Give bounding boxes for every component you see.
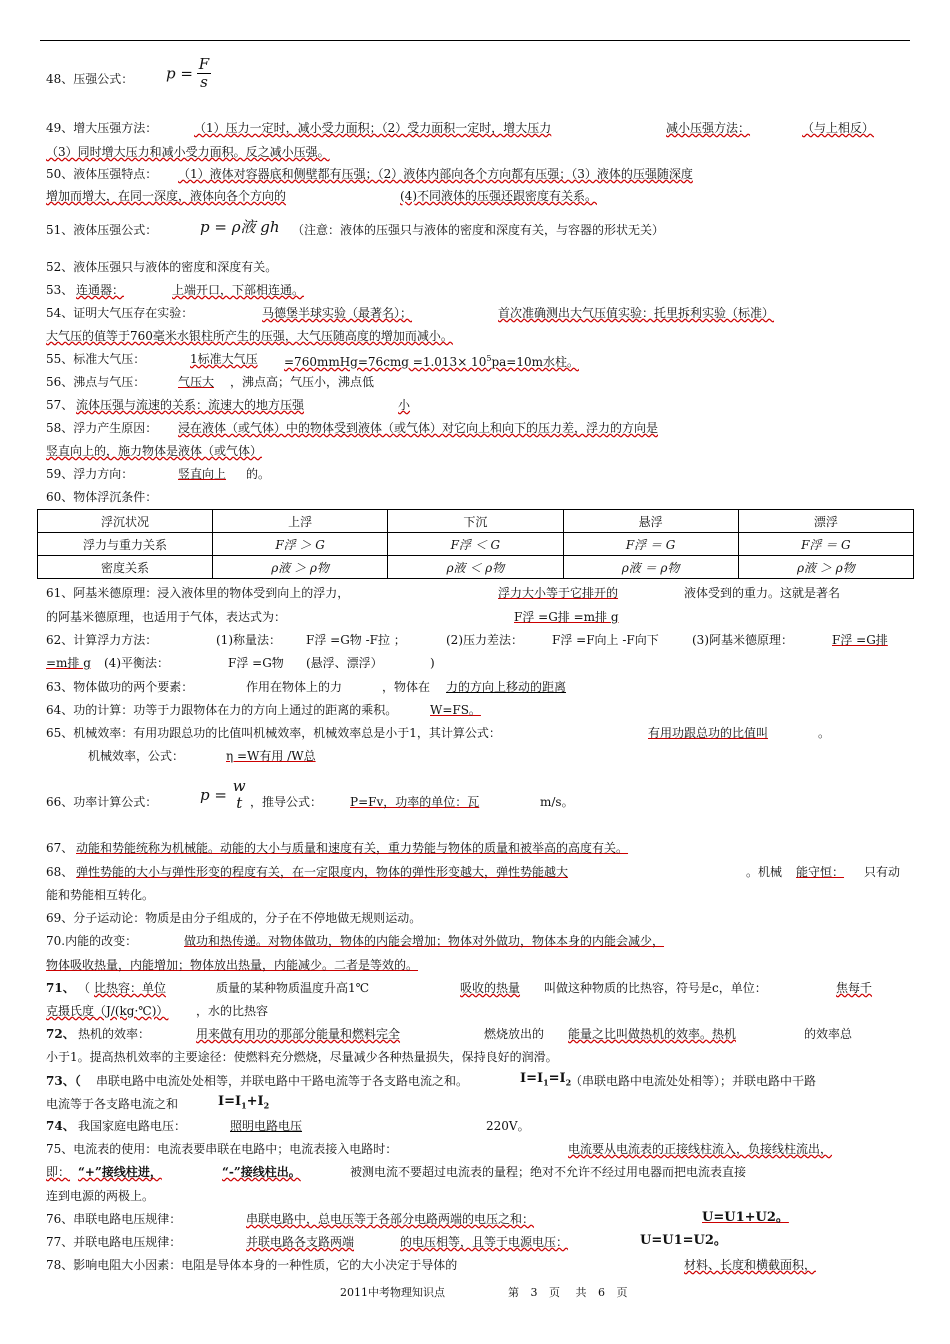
text: 6: [598, 1286, 605, 1299]
text: W=FS。: [430, 703, 481, 717]
text: (4)不同液体的压强还跟密度有关系。: [400, 189, 597, 203]
table-cell: F浮 ＝ G: [738, 533, 913, 556]
text: 浮力大小等于它排开的: [498, 586, 619, 600]
line-48: [46, 71, 133, 87]
line-63: 63、物体做功的两个要素：: [46, 680, 194, 694]
text: 我国家庭电路电压：: [78, 1119, 187, 1133]
text: 克摄氏度（J/(kg·℃)）: [46, 1004, 169, 1018]
text: 竖直向上的，施力物体是液体（或气体）: [46, 444, 263, 458]
text: 增加而增大，在同一深度，液体向各个方向的: [46, 189, 287, 203]
table-header: 浮沉状况: [38, 510, 213, 533]
line-68: 68、: [46, 865, 74, 879]
atm-value: [284, 351, 579, 370]
table-cell: ρ液 ＞ ρ物: [738, 556, 913, 579]
text-method-decrease: 减小压强方法：: [666, 121, 751, 135]
text: （: [78, 981, 91, 995]
text: 49、增大压强方法：: [46, 121, 158, 135]
text: 浸在液体（或气体）中的物体受到液体（或气体）对它向上和向下的压力差，浮力的方向是: [178, 421, 659, 435]
text: =760mmHg=76cmg =1.013× 10: [284, 355, 487, 369]
text: 连通器：: [76, 283, 125, 297]
line-78: 78、影响电阻大小因素：电阻是导体本身的一种性质，它的大小决定于导体的: [46, 1258, 458, 1272]
text: 电流要从电流表的正接线柱流入，负接线柱流出，: [568, 1142, 833, 1156]
text: =I: [548, 1071, 566, 1086]
text: ，物体在: [382, 680, 431, 694]
line-67: 67、: [46, 841, 74, 855]
text: 第: [508, 1286, 519, 1299]
table-cell: F浮 ＜ G: [388, 533, 563, 556]
line-72: 72、: [46, 1027, 75, 1041]
text: m/s。: [540, 795, 574, 809]
table-cell: ρ液 ＜ ρ物: [388, 556, 563, 579]
line-52: 52、液体压强只与液体的密度和深度有关。: [46, 260, 278, 274]
text: 上端开口，下部相连通。: [172, 283, 305, 297]
text: 气压大: [178, 375, 215, 389]
text: 首次准确测出大气压值实验：托里拆利实验（标准）: [498, 306, 775, 320]
text: 的。: [246, 467, 271, 481]
text: ): [430, 656, 435, 670]
text: I=I: [218, 1094, 242, 1109]
line-77: 77、并联电路电压规律：: [46, 1235, 182, 1249]
line-62: 62、计算浮力方法：: [46, 633, 158, 647]
text: 材料、长度和横截面积，: [684, 1258, 817, 1272]
text: 小于1。提高热机效率的主要途径：使燃料充分燃烧，尽量减少各种热量损失，保持良好的润滑。: [46, 1050, 558, 1064]
subscript: 1: [543, 1077, 549, 1088]
formula-lhs: p =: [166, 64, 193, 83]
text: 的阿基米德原理，也适用于气体，表达式为：: [46, 610, 287, 624]
text: “+”接线柱进，: [78, 1165, 162, 1179]
text: 串联电路中，总电压等于各部分电路两端的电压之和：: [246, 1212, 535, 1226]
text: 燃烧放出的: [484, 1027, 545, 1041]
exponent: 5: [486, 354, 492, 363]
formula-lhs: p =: [200, 786, 227, 804]
table-header: 漂浮: [738, 510, 913, 533]
table-cell: 密度关系: [38, 556, 213, 579]
line-50: 50、液体压强特点：: [46, 167, 158, 181]
text: 用来做有用功的那部分能量和燃料完全: [196, 1027, 401, 1041]
line-59: 59、浮力方向：: [46, 467, 134, 481]
text: 比热容：单位: [94, 981, 167, 995]
text: F浮 =F向上 -F向下: [552, 633, 659, 647]
table-cell: 浮力与重力关系: [38, 533, 213, 556]
text: η =W有用 /W总: [226, 749, 316, 763]
text: 动能和势能统称为机械能。动能的大小与质量和速度有关，重力势能与物体的质量和被举高的高度有关。: [76, 841, 629, 855]
text: (3)阿基米德原理：: [692, 633, 793, 647]
text: 流体压强与流速的关系：流速大的地方压强: [76, 398, 305, 412]
text-opposite: （与上相反）: [802, 121, 875, 135]
text: 3: [530, 1286, 538, 1299]
text: (4)平衡法：: [104, 656, 169, 670]
text: 被测电流不要超过电流表的量程；绝对不允许不经过用电器而把电流表直接: [350, 1165, 747, 1179]
text: 热机的效率：: [78, 1027, 151, 1041]
pressure-formula: [166, 56, 211, 100]
text: “-”接线柱出。: [222, 1165, 301, 1179]
text: pa=10m水柱。: [491, 355, 579, 369]
text: 220V。: [486, 1119, 530, 1133]
text: 页: [616, 1286, 628, 1299]
text: 能守恒：: [796, 865, 845, 879]
line-56: 56、沸点与气压：: [46, 375, 146, 389]
text: （3）同时增大压力和减小受力面积。反之减小压强。: [46, 145, 330, 159]
power-formula: [200, 778, 248, 822]
text: F浮 =G排 =m排 g: [514, 610, 619, 624]
text: 页: [549, 1286, 560, 1299]
text: 的效率总: [804, 1027, 853, 1041]
text: I=I: [520, 1071, 544, 1086]
table-header: 上浮: [213, 510, 388, 533]
text: 叫做这种物质的比热容，符号是c，单位：: [544, 981, 767, 995]
page-number: [508, 1285, 628, 1301]
line-66: 66、功率计算公式：: [46, 795, 158, 809]
text: +I: [246, 1094, 264, 1109]
text: (2)压力差法：: [446, 633, 523, 647]
text: 连到电源的两极上。: [46, 1189, 155, 1203]
text: 。机械: [746, 865, 783, 879]
text: 竖直向上: [178, 467, 227, 481]
text: 即：: [46, 1165, 71, 1179]
text: 大气压的值等于760毫米水银柱所产生的压强，大气压随高度的增加而减小。: [46, 329, 453, 343]
table-header: 下沉: [388, 510, 563, 533]
text: 物体吸收热量，内能增加；物体放出热量，内能减少。二者是等效的。: [46, 958, 419, 972]
line-55: 55、标准大气压：: [46, 352, 146, 366]
line-65: 65、机械效率：有用功跟总功的比值叫机械效率，机械效率总是小于1，其计算公式：: [46, 726, 501, 740]
text: P=Fv，功率的单位：瓦: [350, 795, 480, 809]
header-rule: [40, 40, 910, 41]
table-row: [38, 510, 914, 533]
text: 的电压相等，且等于电源电压：: [400, 1235, 569, 1249]
buoyancy-table: [37, 509, 914, 579]
text: 并联电路各支路两端: [246, 1235, 355, 1249]
denominator: s: [200, 73, 208, 91]
line-51: 51、液体压强公式：: [46, 223, 158, 237]
text: 只有动: [864, 865, 901, 879]
text: 电流等于各支路电流之和: [46, 1097, 179, 1111]
subscript: 2: [263, 1100, 270, 1111]
line-64: 64、功的计算：功等于力跟物体在力的方向上通过的距离的乘积。: [46, 703, 398, 717]
fraction: [197, 56, 211, 91]
text: ，水的比热容: [196, 1004, 269, 1018]
text: F浮 =G排: [832, 633, 888, 647]
text: 。: [818, 726, 831, 740]
liquid-pressure-formula: p = ρ液 gh: [200, 218, 280, 236]
text: (1)称量法：: [216, 633, 281, 647]
text: U=U1=U2。: [640, 1233, 727, 1248]
text: 48、压强公式：: [46, 72, 134, 86]
footer-title: 2011中考物理知识点: [340, 1286, 445, 1299]
line-74: 74、: [46, 1119, 75, 1133]
denominator: t: [236, 794, 243, 812]
line-71: 71、: [46, 981, 75, 995]
text: U=U1+U2。: [702, 1210, 789, 1225]
table-row: [38, 556, 914, 579]
line-61: 61、阿基米德原理：浸入液体里的物体受到向上的浮力，: [46, 586, 350, 600]
line-57: 57、: [46, 398, 74, 412]
text: =m排 g: [46, 656, 91, 670]
line-53: 53、: [46, 283, 74, 297]
line-70: 70.内能的改变：: [46, 934, 138, 948]
numerator: w: [232, 777, 246, 795]
text: 马德堡半球实验（最著名）；: [262, 306, 413, 320]
text: 照明电路电压: [230, 1119, 303, 1133]
line-54: 54、证明大气压存在实验：: [46, 306, 194, 320]
text: F浮 =G物: [228, 656, 284, 670]
text: 1标准大气压: [190, 352, 258, 366]
text: 做功和热传递。对物体做功，物体的内能会增加；物体对外做功，物体本身的内能会减少，: [184, 934, 665, 948]
text: （1）液体对容器底和侧壁都有压强；（2）液体内部向各个方向都有压强；（3）液体的压强随深度: [178, 167, 693, 181]
series-current-formula: [520, 1071, 571, 1091]
text: 吸收的热量: [460, 981, 521, 995]
line-69: 69、分子运动论：物质是由分子组成的，分子在不停地做无规则运动。: [46, 911, 422, 925]
text: 弹性势能的大小与弹性形变的程度有关，在一定限度内，物体的弹性形变越大，弹性势能越大: [76, 865, 569, 879]
subscript: 2: [565, 1077, 572, 1088]
table-cell: F浮 ＞ G: [213, 533, 388, 556]
numerator: F: [198, 55, 210, 73]
table-cell: ρ液 ＞ ρ物: [213, 556, 388, 579]
text: 串联电路中电流处处相等，并联电路中干路电流等于各支路电流之和。: [96, 1074, 469, 1088]
text: 有用功跟总功的比值叫: [648, 726, 769, 740]
text: 能量之比叫做热机的效率。热机: [568, 1027, 737, 1041]
table-header: 悬浮: [563, 510, 738, 533]
text: F浮 =G物 -F拉 ；: [306, 633, 406, 647]
text: 作用在物体上的力: [246, 680, 343, 694]
line-75: 75、电流表的使用：电流表要串联在电路中；电流表接入电路时：: [46, 1142, 398, 1156]
line-76: 76、串联电路电压规律：: [46, 1212, 182, 1226]
text: 液体受到的重力。这就是著名: [684, 586, 841, 600]
fraction: [231, 778, 248, 812]
text: ，沸点高；气压小，沸点低: [230, 375, 375, 389]
text-method-increase: （1）压力一定时，减小受力面积；（2）受力面积一定时，增大压力: [194, 121, 552, 135]
parallel-current-formula: [218, 1094, 269, 1114]
line-49: [46, 120, 157, 136]
text: （串联电路中电流处处相等）；并联电路中干路: [570, 1074, 817, 1088]
text: 共: [575, 1286, 587, 1299]
text: 能和势能相互转化。: [46, 888, 155, 902]
text: 小: [398, 398, 411, 412]
table-row: [38, 533, 914, 556]
subscript: 1: [241, 1100, 247, 1111]
text: 焦每千: [836, 981, 873, 995]
table-cell: ρ液 ＝ ρ物: [563, 556, 738, 579]
line-58: 58、浮力产生原因：: [46, 421, 158, 435]
text: 力的方向上移动的距离: [446, 680, 567, 694]
text: ，推导公式：: [250, 795, 323, 809]
text: 质量的某种物质温度升高1℃: [216, 981, 370, 995]
line-73: 73、（: [46, 1074, 81, 1088]
text: （注意：液体的压强只与液体的密度和深度有关，与容器的形状无关）: [292, 223, 665, 237]
text: 机械效率，公式：: [88, 749, 185, 763]
line-60: 60、物体浮沉条件：: [46, 490, 158, 504]
text: (悬浮、漂浮）: [306, 656, 383, 670]
table-cell: F浮 ＝ G: [563, 533, 738, 556]
